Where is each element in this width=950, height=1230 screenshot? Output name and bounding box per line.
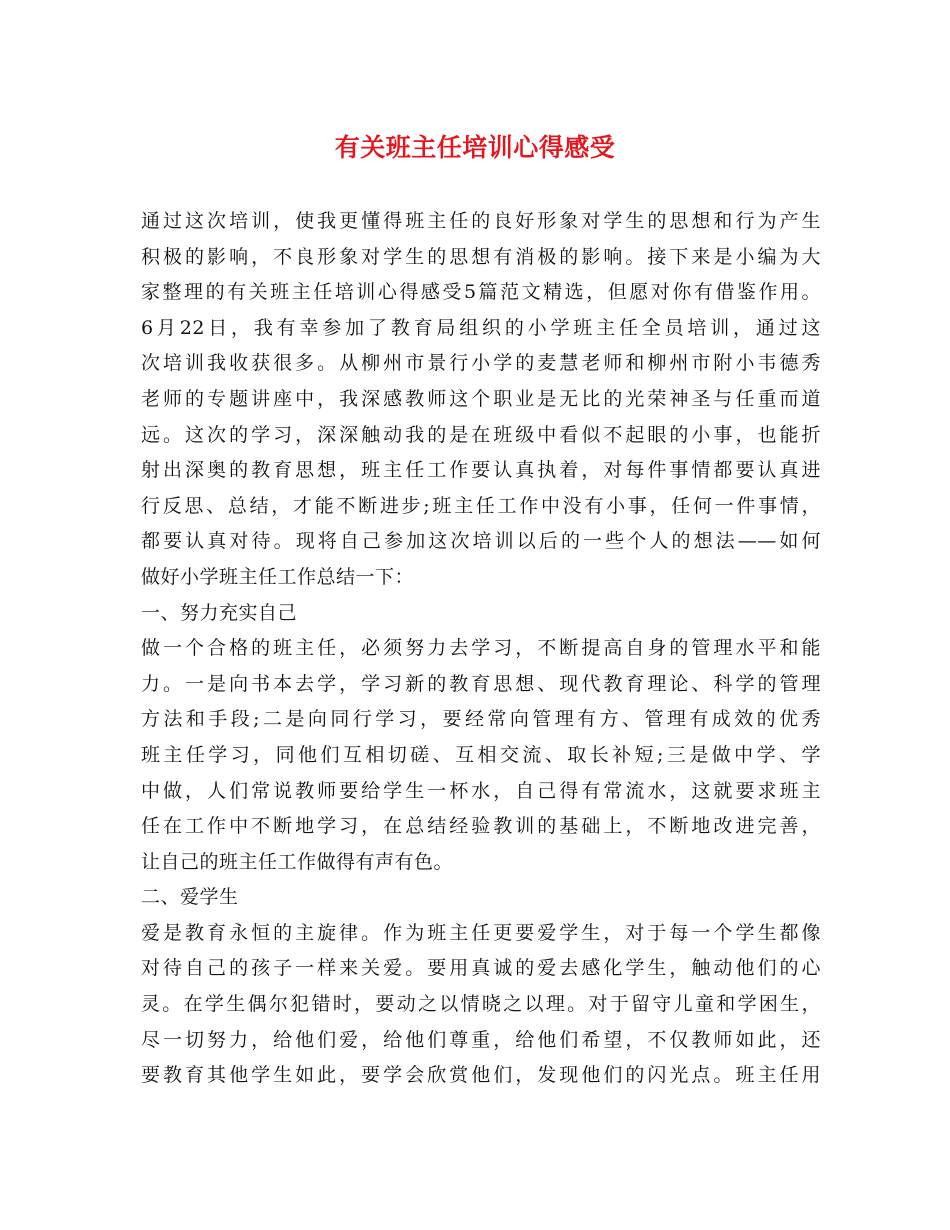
body-line: 任在工作中不断地学习，在总结经验教训的基础上，不断地改进完善， (141, 815, 821, 838)
body-line: 方法和手段;二是向同行学习，要经常向管理有方、管理有成效的优秀 (141, 708, 821, 731)
body-line: 做好小学班主任工作总结一下： (141, 565, 415, 588)
body-line: 力。一是向书本去学，学习新的教育思想、现代教育理论、科学的管理 (141, 672, 821, 695)
body-line: 家整理的有关班主任培训心得感受5篇范文精选，但愿对你有借鉴作用。 (141, 281, 821, 304)
body-line: 行反思、总结，才能不断进步;班主任工作中没有小事，任何一件事情， (141, 494, 821, 517)
section-heading: 一、努力充实自己 (141, 601, 298, 624)
body-line: 老师的专题讲座中，我深感教师这个职业是无比的光荣神圣与任重而道 (141, 387, 821, 410)
body-line: 尽一切努力，给他们爱，给他们尊重，给他们希望，不仅教师如此，还 (141, 1028, 821, 1051)
body-line: 中做，人们常说教师要给学生一杯水，自己得有常流水，这就要求班主 (141, 779, 821, 802)
body-line: 6月22日，我有幸参加了教育局组织的小学班主任全员培训，通过这 (141, 316, 821, 339)
body-line: 对待自己的孩子一样来关爱。要用真诚的爱去感化学生，触动他们的心 (141, 957, 821, 980)
body-line: 灵。在学生偶尔犯错时，要动之以情晓之以理。对于留守儿童和学困生， (141, 993, 821, 1016)
body-line: 远。这次的学习，深深触动我的是在班级中看似不起眼的小事，也能折 (141, 423, 821, 446)
body-line: 射出深奥的教育思想，班主任工作要认真执着，对每件事情都要认真进 (141, 459, 821, 482)
body-line: 要教育其他学生如此，要学会欣赏他们，发现他们的闪光点。班主任用 (141, 1064, 821, 1087)
body-line: 爱是教育永恒的主旋律。作为班主任更要爱学生，对于每一个学生都像 (141, 921, 821, 944)
body-line: 通过这次培训，使我更懂得班主任的良好形象对学生的思想和行为产生 (141, 210, 821, 232)
body-line: 让自己的班主任工作做得有声有色。 (141, 850, 454, 873)
body-line: 都要认真对待。现将自己参加这次培训以后的一些个人的想法——如何 (141, 530, 821, 553)
document-title: 有关班主任培训心得感受 (334, 133, 616, 162)
body-line: 次培训我收获很多。从柳州市景行小学的麦慧老师和柳州市附小韦德秀 (141, 352, 821, 375)
body-line: 班主任学习，同他们互相切磋、互相交流、取长补短;三是做中学、学 (141, 743, 821, 766)
document-body (141, 204, 821, 1094)
section-heading: 二、爱学生 (141, 886, 239, 909)
body-line: 做一个合格的班主任，必须努力去学习，不断提高自身的管理水平和能 (141, 637, 821, 660)
body-line: 积极的影响，不良形象对学生的思想有消极的影响。接下来是小编为大 (141, 245, 821, 268)
